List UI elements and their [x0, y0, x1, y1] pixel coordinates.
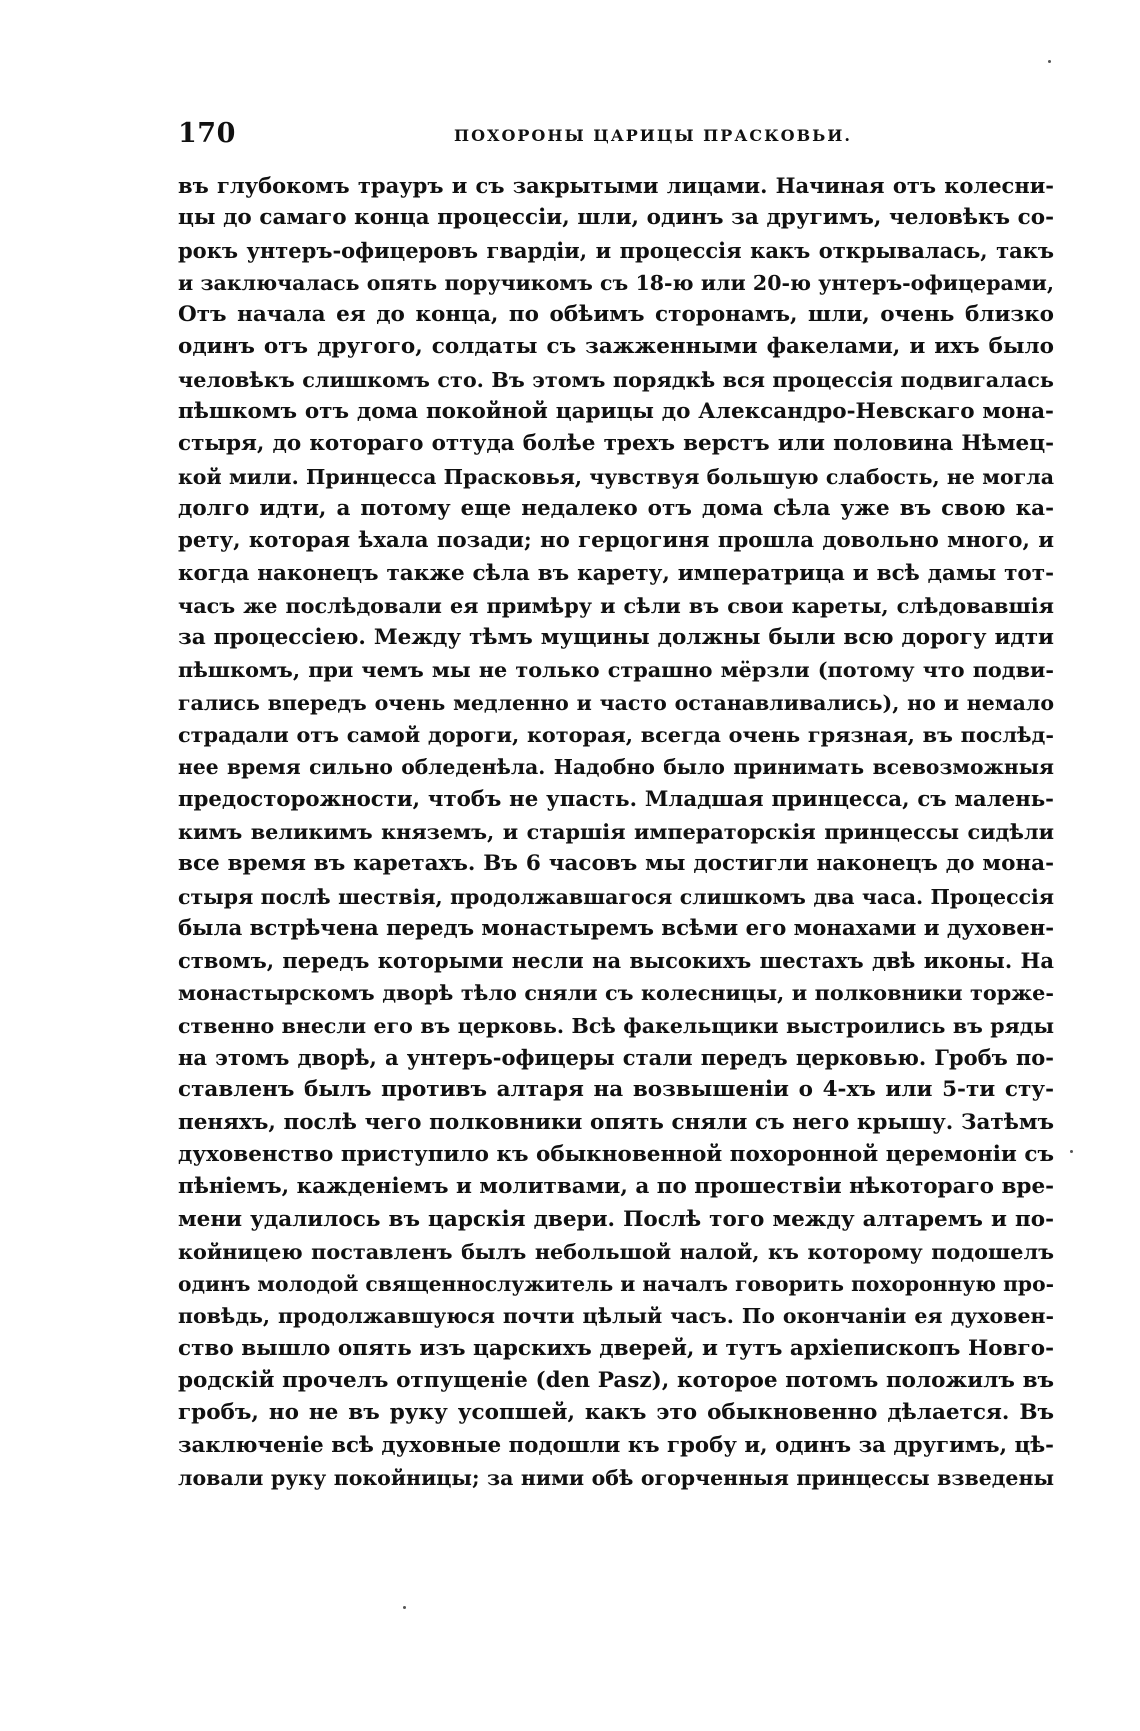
text-line: гались впередъ очень медленно и часто останавливались), но и немало: [178, 690, 1054, 715]
text-line: родскій прочелъ отпущеніе (den Pasz), которое потомъ положилъ въ: [178, 1367, 1054, 1393]
text-line: стыря послѣ шествія, продолжавшагося слишкомъ два часа. Процессія: [178, 884, 1054, 909]
text-line: на этомъ дворѣ, а унтеръ-офицеры стали передъ церковью. Гробъ по-: [178, 1045, 1054, 1071]
text-line: кой мили. Принцесса Прасковья, чувствуя большую слабость, не могла: [178, 464, 1054, 489]
text-line: долго идти, а потому еще недалеко отъ дома сѣла уже въ свою ка-: [178, 495, 1054, 521]
text-line: ставленъ былъ противъ алтаря на возвышеніи о 4-хъ или 5-ти сту-: [178, 1077, 1054, 1103]
text-line: пеняхъ, послѣ чего полковники опять сняли съ него крышу. Затѣмъ: [178, 1109, 1054, 1135]
text-line: въ глубокомъ трауръ и съ закрытыми лицами. Начиная отъ колесни-: [178, 173, 1054, 198]
text-line: духовенство приступило къ обыкновенной похоронной церемоніи съ: [178, 1141, 1054, 1167]
page-number: 170: [178, 118, 236, 149]
text-line: заключеніе всѣ духовные подошли къ гробу и, одинъ за другимъ, цѣ-: [178, 1432, 1054, 1458]
text-line: была встрѣчена передъ монастыремъ всѣми его монахами и духовен-: [178, 915, 1055, 941]
text-line: страдали отъ самой дороги, которая, всегда очень грязная, въ послѣд-: [178, 723, 1054, 748]
text-line: рету, которая ѣхала позади; но герцогиня прошла довольно много, и: [178, 528, 1054, 554]
text-line: мени удалилось въ царскія двери. Послѣ того между алтаремъ и по-: [178, 1206, 1054, 1232]
text-line: одинъ отъ другого, солдаты съ зажженными факелами, и ихъ было: [178, 334, 1054, 360]
text-line: одинъ молодой священнослужитель и началъ говорить похоронную про-: [178, 1272, 1054, 1297]
text-line: гробъ, но не въ руку усопшей, какъ это обыкновенно дѣлается. Въ: [178, 1400, 1054, 1426]
print-speck: [1048, 60, 1051, 63]
text-line: Отъ начала ея до конца, по обѣимъ сторонамъ, шли, очень близко: [178, 302, 1054, 328]
text-line: пѣніемъ, кажденіемъ и молитвами, а по прошествіи нѣкотораго вре-: [178, 1174, 1055, 1200]
text-line: кимъ великимъ княземъ, и старшія императорскія принцессы сидѣли: [178, 819, 1054, 844]
text-line: стыря, до котораго оттуда болѣе трехъ верстъ или половина Нѣмец-: [178, 431, 1054, 457]
text-line: койницею поставленъ былъ небольшой налой, къ которому подошелъ: [178, 1239, 1054, 1264]
text-line: когда наконецъ также сѣла въ карету, императрица и всѣ дамы тот-: [178, 560, 1054, 586]
text-line: ствомъ, передъ которыми несли на высокихъ шестахъ двѣ иконы. На: [178, 948, 1054, 974]
text-line: все время въ каретахъ. Въ 6 часовъ мы достигли наконецъ до мона-: [178, 851, 1054, 877]
text-line: ство вышло опять изъ царскихъ дверей, и тутъ архіепископъ Новго-: [178, 1335, 1054, 1361]
text-line: цы до самаго конца процессіи, шли, одинъ за другимъ, человѣкъ со-: [178, 205, 1054, 231]
print-speck: [403, 1606, 406, 1609]
text-line: пѣшкомъ, при чемъ мы не только страшно мёрзли (потому что подви-: [178, 658, 1054, 683]
body-text: [178, 170, 1054, 1494]
text-line: ловали руку покойницы; за ними обѣ огорченныя принцессы взведены: [178, 1465, 1054, 1490]
text-line: за процессіею. Между тѣмъ мущины должны были всю дорогу идти: [178, 625, 1054, 651]
text-line: часъ же послѣдовали ея примѣру и сѣли въ свои кареты, слѣдовавшія: [178, 593, 1054, 618]
page-header: [178, 118, 1050, 158]
text-line: рокъ унтеръ-офицеровъ гвардіи, и процессія какъ открывалась, такъ: [178, 237, 1054, 263]
text-line: ственно внесли его въ церковь. Всѣ факельщики выстроились въ ряды: [178, 1013, 1054, 1038]
text-line: предосторожности, чтобъ не упасть. Младшая принцесса, съ малень-: [178, 786, 1054, 812]
text-line: человѣкъ слишкомъ сто. Въ этомъ порядкѣ вся процессія подвигалась: [178, 367, 1054, 392]
text-line: монастырскомъ дворѣ тѣло сняли съ колесницы, и полковники торже-: [178, 981, 1054, 1006]
text-line: пѣшкомъ отъ дома покойной царицы до Александро-Невскаго мона-: [178, 399, 1054, 425]
text-line: и заключалась опять поручикомъ съ 18-ю или 20-ю унтеръ-офицерами,: [178, 270, 1054, 295]
print-speck: [1070, 1150, 1073, 1153]
text-line: нее время сильно обледенѣла. Надобно было принимать всевозможныя: [178, 755, 1054, 780]
running-title: ПОХОРОНЫ ЦАРИЦЫ ПРАСКОВЬИ.: [454, 126, 852, 145]
text-line: повѣдь, продолжавшуюся почти цѣлый часъ. По окончаніи ея духовен-: [178, 1304, 1054, 1329]
